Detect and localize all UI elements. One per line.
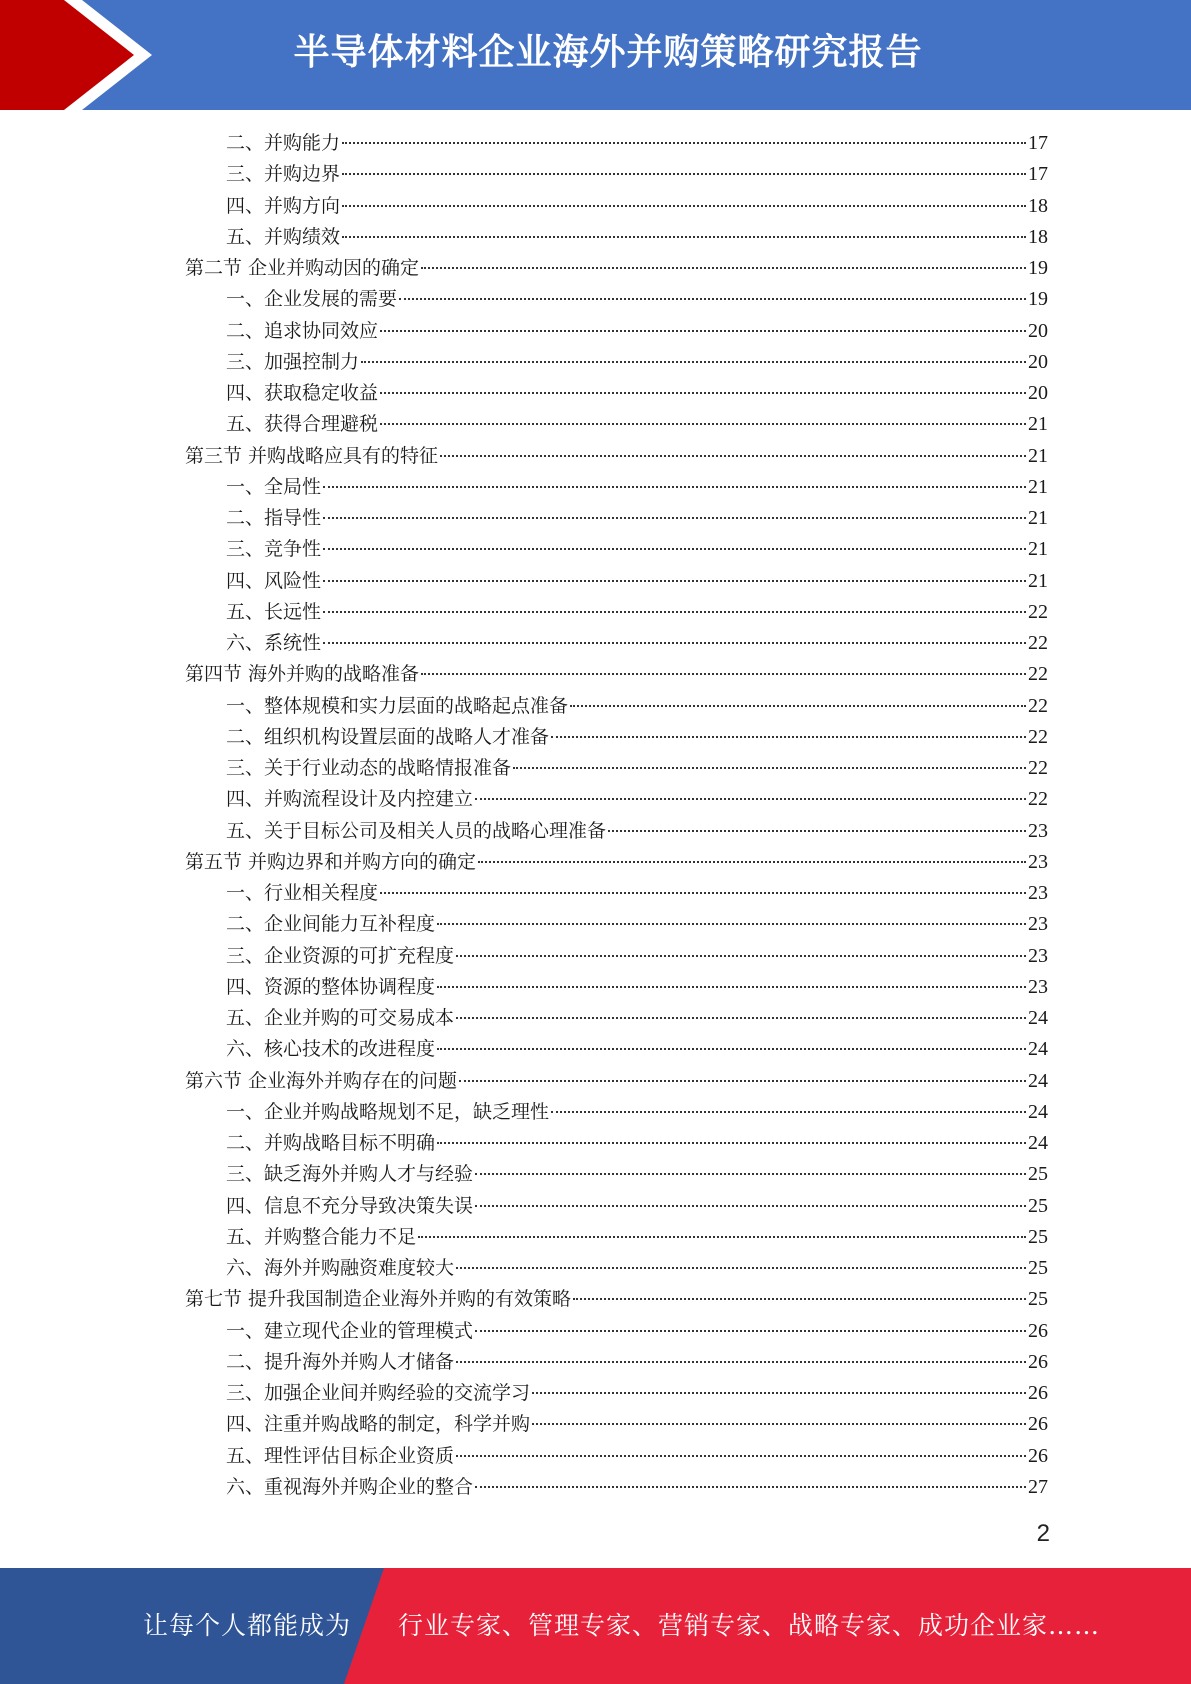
toc-entry-label: 第二节 企业并购动因的确定 <box>185 257 420 279</box>
toc-page-number: 25 <box>1028 1257 1048 1279</box>
toc-page-number: 22 <box>1028 694 1048 717</box>
toc-dot-leader <box>456 1361 1026 1363</box>
toc-entry-label: 二、提升海外并购人才储备 <box>226 1350 455 1373</box>
toc-dot-leader <box>342 205 1026 207</box>
toc-item-row[interactable] <box>226 1159 1048 1190</box>
toc-entry-label: 一、企业并购战略规划不足，缺乏理性 <box>226 1100 550 1123</box>
toc-item-row[interactable] <box>226 597 1048 628</box>
toc-dot-leader <box>399 298 1026 300</box>
toc-page-number: 26 <box>1028 1444 1048 1467</box>
toc-item-row[interactable] <box>226 1409 1048 1440</box>
toc-item-row[interactable] <box>226 316 1048 347</box>
toc-entry-label: 二、并购能力 <box>226 132 341 154</box>
toc-dot-leader <box>323 642 1026 644</box>
toc-item-row[interactable] <box>226 1034 1048 1065</box>
toc-section-row[interactable] <box>185 847 1048 878</box>
toc-item-row[interactable] <box>226 722 1048 753</box>
toc-page-number: 21 <box>1028 569 1048 592</box>
toc-page-number: 19 <box>1028 288 1048 311</box>
toc-page-number: 21 <box>1028 413 1048 436</box>
toc-dot-leader <box>532 1392 1026 1394</box>
page-number: 2 <box>1036 1520 1050 1547</box>
toc-entry-label: 三、并购边界 <box>226 163 341 186</box>
toc-dot-leader <box>323 548 1026 550</box>
toc-section-row[interactable] <box>185 1284 1048 1315</box>
toc-item-row[interactable] <box>226 1347 1048 1378</box>
toc-entry-label: 第七节 提升我国制造企业海外并购的有效策略 <box>185 1288 572 1311</box>
toc-entry-label: 四、资源的整体协调程度 <box>226 975 436 998</box>
toc-page-number: 22 <box>1028 788 1048 811</box>
toc-dot-leader <box>342 236 1026 238</box>
toc-dot-leader <box>342 173 1026 175</box>
toc-page-number: 25 <box>1028 1225 1048 1248</box>
toc-entry-label: 一、企业发展的需要 <box>226 288 398 311</box>
toc-dot-leader <box>532 1423 1026 1425</box>
toc-entry-label: 四、信息不充分导致决策失误 <box>226 1194 474 1217</box>
toc-dot-leader <box>551 1111 1026 1113</box>
toc-page-number: 26 <box>1028 1350 1048 1373</box>
toc-item-row[interactable] <box>226 1316 1048 1347</box>
toc-entry-label: 二、并购战略目标不明确 <box>226 1132 436 1154</box>
footer-banner <box>0 1568 1191 1684</box>
toc-entry-label: 第六节 企业海外并购存在的问题 <box>185 1069 458 1092</box>
toc-entry-label: 五、并购整合能力不足 <box>226 1225 417 1248</box>
toc-dot-leader <box>570 705 1026 707</box>
toc-dot-leader <box>456 1455 1026 1457</box>
toc-page-number: 18 <box>1028 225 1048 248</box>
toc-entry-label: 六、核心技术的改进程度 <box>226 1038 436 1061</box>
toc-dot-leader <box>342 142 1026 144</box>
toc-entry-label: 六、系统性 <box>226 632 322 654</box>
toc-entry-label: 三、关于行业动态的战略情报准备 <box>226 757 512 779</box>
toc-section-row[interactable] <box>185 1066 1048 1097</box>
toc-dot-leader <box>475 1330 1026 1332</box>
toc-page-number: 21 <box>1028 475 1048 498</box>
toc-page-number: 22 <box>1028 757 1048 779</box>
toc-page-number: 22 <box>1028 600 1048 623</box>
toc-item-row[interactable] <box>226 691 1048 722</box>
toc-item-row[interactable] <box>226 972 1048 1003</box>
toc-entry-label: 二、企业间能力互补程度 <box>226 913 436 936</box>
toc-entry-label: 第三节 并购战略应具有的特征 <box>185 444 439 467</box>
toc-entry-label: 一、整体规模和实力层面的战略起点准备 <box>226 694 569 717</box>
toc-entry-label: 四、注重并购战略的制定，科学并购 <box>226 1413 531 1436</box>
toc-page-number: 26 <box>1028 1413 1048 1436</box>
toc-entry-label: 三、企业资源的可扩充程度 <box>226 944 455 967</box>
toc-item-row[interactable] <box>226 1253 1048 1284</box>
toc-page-number: 23 <box>1028 819 1048 842</box>
toc-dot-leader <box>437 1142 1026 1144</box>
toc-page-number: 23 <box>1028 882 1048 904</box>
toc-page-number: 26 <box>1028 1382 1048 1404</box>
toc-dot-leader <box>437 923 1026 925</box>
toc-dot-leader <box>380 423 1026 425</box>
toc-item-row[interactable] <box>226 222 1048 253</box>
toc-page-number: 24 <box>1028 1038 1048 1061</box>
toc-dot-leader <box>418 1236 1026 1238</box>
toc-entry-label: 二、指导性 <box>226 507 322 529</box>
toc-item-row[interactable] <box>226 941 1048 972</box>
toc-section-row[interactable] <box>185 253 1048 284</box>
toc-page-number: 24 <box>1028 1007 1048 1029</box>
toc-dot-leader <box>323 611 1026 613</box>
toc-page-number: 27 <box>1028 1475 1048 1498</box>
toc-entry-label: 三、缺乏海外并购人才与经验 <box>226 1163 474 1186</box>
toc-item-row[interactable] <box>226 472 1048 503</box>
toc-dot-leader <box>456 1017 1026 1019</box>
toc-entry-label: 二、组织机构设置层面的战略人才准备 <box>226 725 550 748</box>
toc-entry-label: 五、关于目标公司及相关人员的战略心理准备 <box>226 819 607 842</box>
toc-item-row[interactable] <box>226 1378 1048 1409</box>
toc-item-row[interactable] <box>226 878 1048 909</box>
toc-entry-label: 三、加强企业间并购经验的交流学习 <box>226 1382 531 1404</box>
toc-entry-label: 四、并购流程设计及内控建立 <box>226 788 474 811</box>
toc-dot-leader <box>456 1267 1026 1269</box>
toc-page-number: 23 <box>1028 913 1048 936</box>
toc-dot-leader <box>380 330 1026 332</box>
toc-page-number: 26 <box>1028 1319 1048 1342</box>
toc-dot-leader <box>551 736 1026 738</box>
toc-dot-leader <box>456 955 1026 957</box>
toc-item-row[interactable] <box>226 128 1048 159</box>
toc-page-number: 25 <box>1028 1163 1048 1186</box>
toc-dot-leader <box>475 1173 1026 1175</box>
toc-page-number: 17 <box>1028 163 1048 186</box>
toc-page-number: 24 <box>1028 1132 1048 1154</box>
toc-entry-label: 一、行业相关程度 <box>226 882 379 904</box>
toc-item-row[interactable] <box>226 534 1048 565</box>
toc-dot-leader <box>608 830 1026 832</box>
toc-entry-label: 六、重视海外并购企业的整合 <box>226 1475 474 1498</box>
toc-dot-leader <box>513 767 1026 769</box>
toc-entry-label: 一、全局性 <box>226 475 322 498</box>
toc-page-number: 22 <box>1028 663 1048 686</box>
toc-item-row[interactable] <box>226 566 1048 597</box>
toc-dot-leader <box>437 986 1026 988</box>
toc-dot-leader <box>361 361 1026 363</box>
toc-entry-label: 五、并购绩效 <box>226 225 341 248</box>
toc-item-row[interactable] <box>226 909 1048 940</box>
header-banner <box>0 0 1191 110</box>
toc-page-number: 21 <box>1028 507 1048 529</box>
toc-page-number: 17 <box>1028 132 1048 154</box>
toc-entry-label: 五、企业并购的可交易成本 <box>226 1007 455 1029</box>
toc-item-row[interactable] <box>226 1097 1048 1128</box>
toc-item-row[interactable] <box>226 284 1048 315</box>
toc-item-row[interactable] <box>226 784 1048 815</box>
toc-entry-label: 三、竞争性 <box>226 538 322 561</box>
toc-dot-leader <box>323 486 1026 488</box>
toc-page-number: 20 <box>1028 350 1048 373</box>
toc-item-row[interactable] <box>226 1003 1048 1034</box>
toc-page-number: 20 <box>1028 319 1048 342</box>
toc-dot-leader <box>437 1048 1026 1050</box>
toc-section-row[interactable] <box>185 659 1048 690</box>
toc-page-number: 25 <box>1028 1194 1048 1217</box>
toc-section-row[interactable] <box>185 441 1048 472</box>
toc-page-number: 25 <box>1028 1288 1048 1311</box>
toc-dot-leader <box>475 1205 1026 1207</box>
footer-slogan-left: 让每个人都能成为 <box>143 1611 352 1640</box>
toc-item-row[interactable] <box>226 1191 1048 1222</box>
toc-entry-label: 三、加强控制力 <box>226 350 360 373</box>
toc-page-number: 22 <box>1028 725 1048 748</box>
toc-page-number: 24 <box>1028 1069 1048 1092</box>
toc-item-row[interactable] <box>226 159 1048 190</box>
toc-item-row[interactable] <box>226 191 1048 222</box>
toc-dot-leader <box>323 580 1026 582</box>
toc-page-number: 23 <box>1028 850 1048 873</box>
toc-item-row[interactable] <box>226 1472 1048 1503</box>
toc-entry-label: 四、风险性 <box>226 569 322 592</box>
toc-item-row[interactable] <box>226 503 1048 534</box>
toc-dot-leader <box>421 267 1026 269</box>
toc-entry-label: 五、长远性 <box>226 600 322 623</box>
toc-dot-leader <box>478 861 1026 863</box>
toc-dot-leader <box>380 892 1026 894</box>
toc-item-row[interactable] <box>226 1128 1048 1159</box>
toc-page-number: 19 <box>1028 257 1048 279</box>
toc-entry-label: 五、获得合理避税 <box>226 413 379 436</box>
toc-item-row[interactable] <box>226 816 1048 847</box>
toc-entry-label: 第四节 海外并购的战略准备 <box>185 663 420 686</box>
toc-page-number: 21 <box>1028 538 1048 561</box>
toc-page-number: 18 <box>1028 194 1048 217</box>
toc-entry-label: 五、理性评估目标企业资质 <box>226 1444 455 1467</box>
toc-dot-leader <box>380 392 1026 394</box>
toc-item-row[interactable] <box>226 409 1048 440</box>
toc-item-row[interactable] <box>226 378 1048 409</box>
toc-entry-label: 六、海外并购融资难度较大 <box>226 1257 455 1279</box>
toc-dot-leader <box>475 1486 1026 1488</box>
toc-page-number: 24 <box>1028 1100 1048 1123</box>
toc-page-number: 22 <box>1028 632 1048 654</box>
toc-dot-leader <box>459 1080 1026 1082</box>
toc-entry-label: 四、获取稳定收益 <box>226 382 379 404</box>
toc-dot-leader <box>475 798 1026 800</box>
toc-page-number: 21 <box>1028 444 1048 467</box>
toc-entry-label: 第五节 并购边界和并购方向的确定 <box>185 850 477 873</box>
toc-page-number: 23 <box>1028 975 1048 998</box>
toc-item-row[interactable] <box>226 1441 1048 1472</box>
toc-dot-leader <box>421 673 1026 675</box>
footer-slogan-right: 行业专家、管理专家、营销专家、战略专家、成功企业家…… <box>398 1611 1101 1640</box>
toc-dot-leader <box>323 517 1026 519</box>
toc-entry-label: 二、追求协同效应 <box>226 319 379 342</box>
report-title: 半导体材料企业海外并购策略研究报告 <box>293 32 923 73</box>
toc-item-row[interactable] <box>226 1222 1048 1253</box>
toc-page-number: 23 <box>1028 944 1048 967</box>
toc-item-row[interactable] <box>226 753 1048 784</box>
toc-item-row[interactable] <box>226 628 1048 659</box>
toc-item-row[interactable] <box>226 347 1048 378</box>
toc-entry-label: 四、并购方向 <box>226 194 341 217</box>
toc-page-number: 20 <box>1028 382 1048 404</box>
toc-entry-label: 一、建立现代企业的管理模式 <box>226 1319 474 1342</box>
toc-dot-leader <box>573 1298 1026 1300</box>
toc-dot-leader <box>440 455 1026 457</box>
